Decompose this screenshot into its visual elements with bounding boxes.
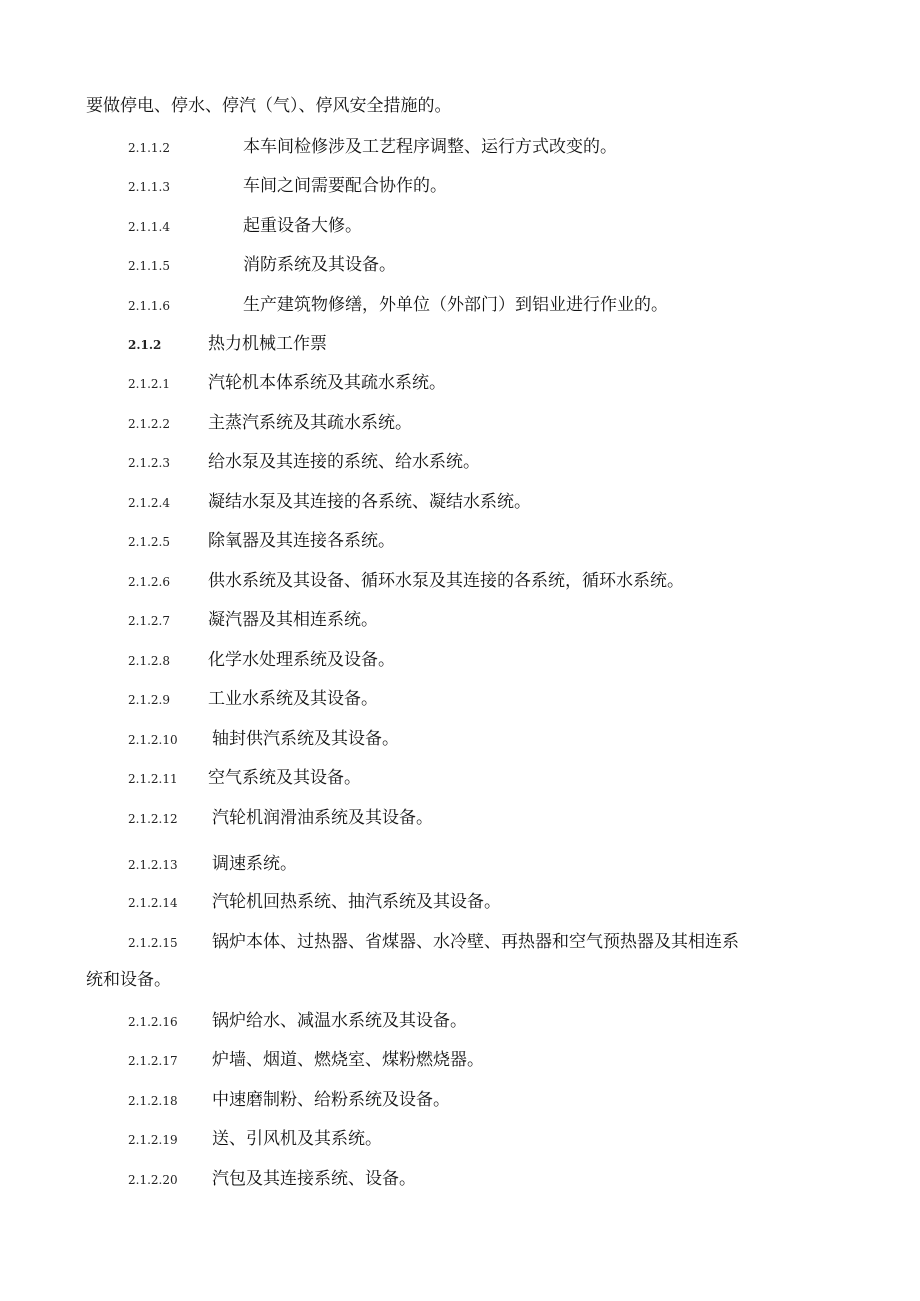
item-number: 2.1.2.2 [128,417,170,431]
item-number: 2.1.1.6 [128,299,170,313]
item-number: 2.1.2.16 [128,1015,178,1029]
item-number: 2.1.2.18 [128,1094,178,1108]
item-number: 2.1.2.11 [128,772,178,786]
item-text: 炉墙、烟道、燃烧室、煤粉燃烧器。 [212,1050,484,1070]
item-number: 2.1.2.6 [128,575,170,589]
item-text: 起重设备大修。 [243,216,362,236]
item-text: 主蒸汽系统及其疏水系统。 [208,413,412,433]
item-number: 2.1.1.3 [128,180,170,194]
item-text: 工业水系统及其设备。 [208,689,378,709]
item-text: 汽包及其连接系统、设备。 [212,1169,416,1189]
item-text: 锅炉本体、过热器、省煤器、水冷壁、再热器和空气预热器及其相连系 [212,932,739,952]
item-text: 轴封供汽系统及其设备。 [212,729,399,749]
item-number: 2.1.2.19 [128,1133,178,1147]
intro-continuation: 要做停电、停水、停汽（气）、停风安全措施的。 [86,96,452,116]
item-number: 2.1.2.7 [128,614,170,628]
item-text: 消防系统及其设备。 [243,255,396,275]
item-text: 汽轮机本体系统及其疏水系统。 [208,373,446,393]
item-text: 锅炉给水、减温水系统及其设备。 [212,1011,467,1031]
item-number: 2.1.2.20 [128,1173,178,1187]
item-number: 2.1.2.14 [128,896,178,910]
item-number: 2.1.2.4 [128,496,170,510]
item-number: 2.1.1.5 [128,259,170,273]
item-number: 2.1.2.15 [128,936,178,950]
item-text: 凝结水泵及其连接的各系统、凝结水系统。 [208,492,531,512]
item-number: 2.1.1.4 [128,220,170,234]
section-number: 2.1.2 [128,338,162,352]
item-text: 化学水处理系统及设备。 [208,650,395,670]
item-text: 送、引风机及其系统。 [212,1129,382,1149]
item-text: 汽轮机回热系统、抽汽系统及其设备。 [212,892,501,912]
item-number: 2.1.1.2 [128,141,170,155]
item-number: 2.1.2.13 [128,858,178,872]
item-number: 2.1.2.17 [128,1054,178,1068]
item-text: 凝汽器及其相连系统。 [208,610,378,630]
item-text: 本车间检修涉及工艺程序调整、运行方式改变的。 [243,137,617,157]
item-number: 2.1.2.12 [128,812,178,826]
item-number: 2.1.2.8 [128,654,170,668]
item-text: 除氧器及其连接各系统。 [208,531,395,551]
item-text: 供水系统及其设备、循环水泵及其连接的各系统，循环水系统。 [208,571,684,591]
item-text: 空气系统及其设备。 [208,768,361,788]
item-text-continuation: 统和设备。 [86,970,171,990]
item-text: 调速系统。 [212,854,297,874]
item-text: 汽轮机润滑油系统及其设备。 [212,808,433,828]
item-number: 2.1.2.10 [128,733,178,747]
section-title: 热力机械工作票 [208,334,327,354]
item-text: 给水泵及其连接的系统、给水系统。 [208,452,480,472]
item-text: 生产建筑物修缮，外单位（外部门）到铝业进行作业的。 [243,295,668,315]
item-number: 2.1.2.3 [128,456,170,470]
item-text: 车间之间需要配合协作的。 [243,176,447,196]
item-number: 2.1.2.5 [128,535,170,549]
item-number: 2.1.2.1 [128,377,170,391]
item-text: 中速磨制粉、给粉系统及设备。 [212,1090,450,1110]
item-number: 2.1.2.9 [128,693,170,707]
